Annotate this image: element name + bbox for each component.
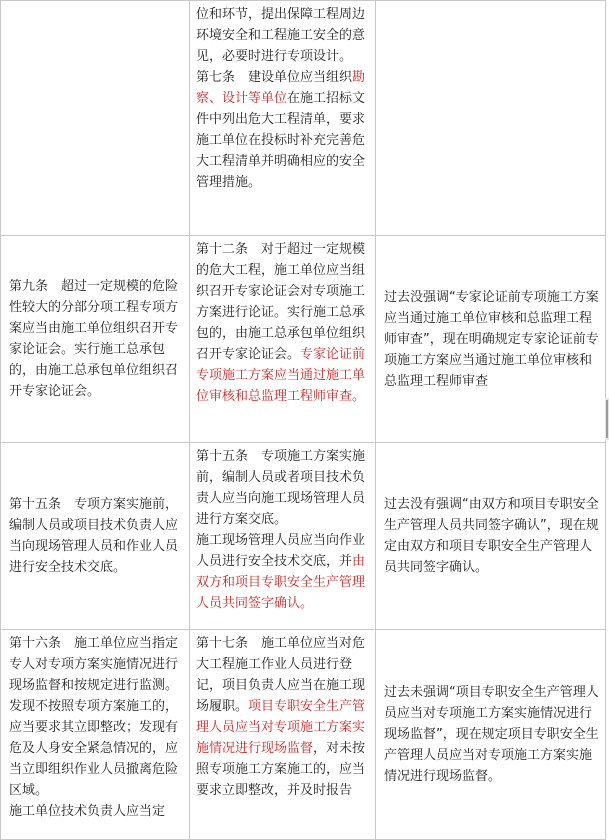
cell-paragraph [196, 446, 370, 530]
table-row [1, 630, 606, 840]
new-provision-cell [190, 236, 376, 443]
cell-text: 在施工招标文件中列出危大工程清单，要求施工单位在投标时补充完善危大工程清单并明确相应的安全管理措施。 [196, 91, 366, 190]
scrollbar[interactable] [605, 398, 609, 440]
cell-paragraph [384, 287, 599, 392]
change-note-cell [376, 1, 606, 236]
old-provision-cell [1, 236, 190, 443]
cell-paragraph [9, 494, 183, 578]
cell-paragraph [9, 633, 183, 801]
scrollbar-thumb[interactable] [606, 400, 608, 438]
cell-text: 第十六条 施工单位应当指定专人对专项方案实施情况进行现场监督和按规定进行监测。发现不按照专项方案施工的，应当要求其立即整改；发现有危及人身安全紧急情况的，应当立即组织作业人员撤离危险区域。 [9, 636, 179, 798]
cell-paragraph [384, 494, 599, 578]
cell-text: 第九条 超过一定规模的危险性较大的分部分项工程专项方案应当由施工单位组织召开专家论证会。实行施工总承包的，由施工总承包单位组织召开专家论证会。 [9, 279, 179, 399]
cell-paragraph [384, 682, 599, 787]
cell-paragraph [196, 239, 370, 407]
change-note-cell [376, 630, 606, 840]
cell-text: 施工现场管理人员应当向作业人员进行安全技术交底，并 [196, 533, 366, 569]
cell-text: 第十七条 施工单位应当对危大工程施工作业人员进行登记，项目负责人应当在施工现场履职。 [196, 636, 366, 714]
new-provision-cell [190, 630, 376, 840]
cell-paragraph [196, 4, 370, 67]
cell-paragraph [196, 633, 370, 801]
cell-text: 第十五条 专项施工方案实施前，编制人员或者项目技术负责人应当向施工现场管理人员进行方案交底。 [196, 449, 366, 527]
highlighted-text: 勘察、设计等单位 [196, 70, 366, 106]
old-provision-cell [1, 630, 190, 840]
cell-paragraph [196, 67, 370, 193]
table-row [1, 1, 606, 236]
old-provision-cell [1, 443, 190, 630]
cell-text: 第十二条 对于超过一定规模的危大工程，施工单位应当组织召开专家论证会对专项施工方案进行论证。实行施工总承包的，由施工总承包单位组织召开专家论证会。 [196, 242, 366, 362]
change-note-cell [376, 236, 606, 443]
old-provision-cell [1, 1, 190, 236]
cell-text: 第十五条 专项方案实施前，编制人员或项目技术负责人应当向现场管理人员和作业人员进行安全技术交底。 [9, 497, 179, 575]
change-note-cell [376, 443, 606, 630]
cell-text: 施工单位技术负责人应当定 [9, 804, 166, 819]
cell-paragraph [9, 276, 183, 402]
cell-text: 过去未强调“项目专职安全生产管理人员应当对专项施工方案实施情况进行现场监督”，现在规定项目专职安全生产管理人员应当对专项施工方案实施情况进行现场监督。 [384, 685, 599, 784]
highlighted-text: 项目专职安全生产管理人员应当对专项施工方案实施情况进行现场监督 [196, 699, 366, 756]
cell-text: 位和环节，提出保障工程周边环境安全和工程施工安全的意见，必要时进行专项设计。 [196, 7, 366, 64]
highlighted-text: 由双方和项目专职安全生产管理人员共同签字确认。 [196, 554, 366, 611]
table-row [1, 236, 606, 443]
highlighted-text: 专家论证前专项施工方案应当通过施工单位审核和总监理工程师审查。 [196, 347, 366, 404]
new-provision-cell [190, 1, 376, 236]
cell-text: 过去没有强调“由双方和项目专职安全生产管理人员共同签字确认”，现在规定由双方和项目专职安全生产管理人员共同签字确认。 [384, 497, 599, 575]
table-row [1, 443, 606, 630]
cell-text: ，对未按照专项施工方案施工的，应当要求立即整改，并及时报告 [196, 741, 366, 798]
cell-text: 第七条 建设单位应当组织 [196, 70, 353, 85]
new-provision-cell [190, 443, 376, 630]
cell-paragraph [196, 530, 370, 614]
cell-text: 过去没强调“专家论证前专项施工方案应当通过施工单位审核和总监理工程师审查”，现在明确规定专家论证前专项施工方案应当通过施工单位审核和总监理工程师审查 [384, 289, 599, 389]
cell-paragraph [9, 801, 183, 822]
